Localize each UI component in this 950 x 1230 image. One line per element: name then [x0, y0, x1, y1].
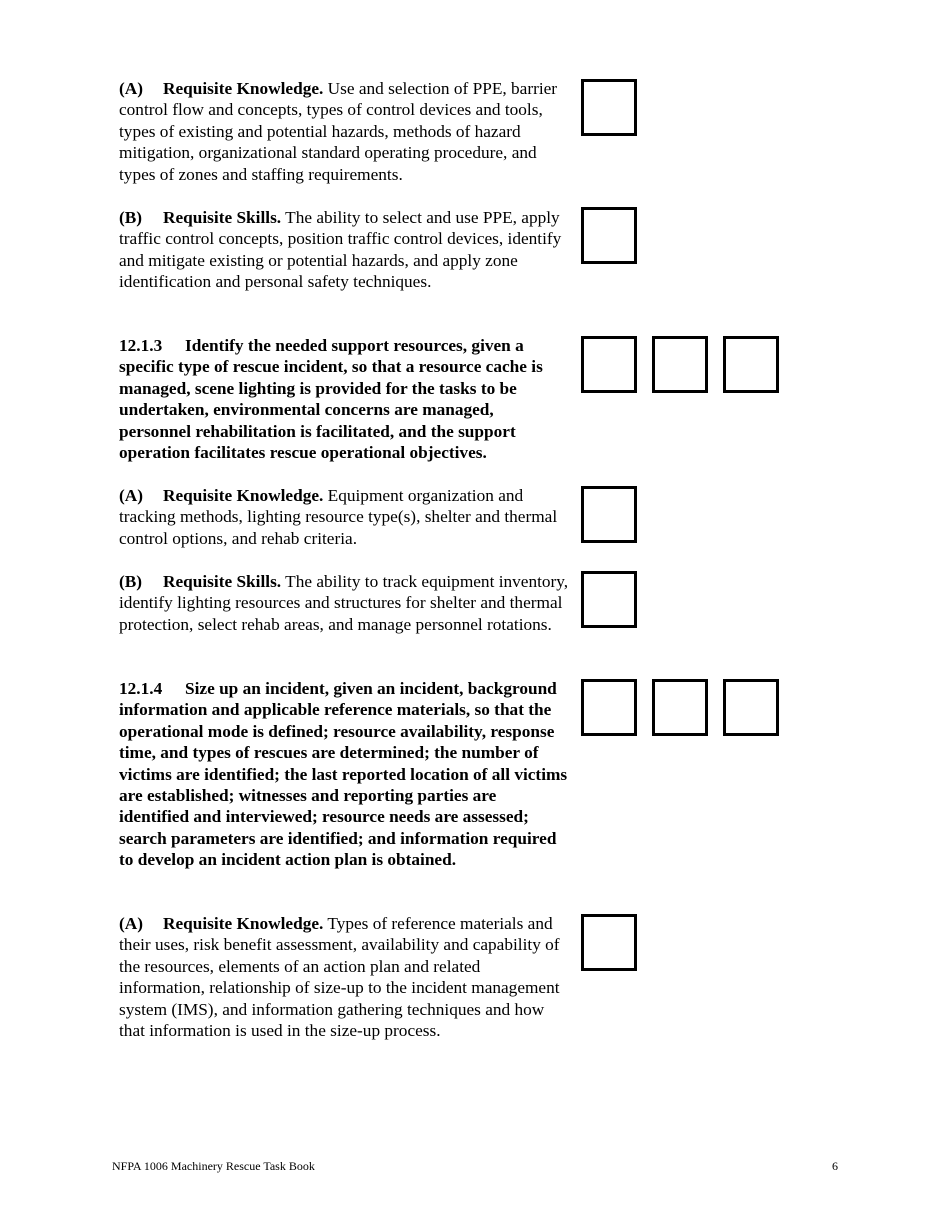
sign-off-checkbox[interactable] — [723, 336, 779, 393]
sign-off-checkbox[interactable] — [652, 679, 708, 736]
sign-off-checkbox[interactable] — [581, 79, 637, 136]
checkbox-group-12-1-4 — [581, 679, 779, 736]
requisite-knowledge-paragraph — [119, 913, 569, 1041]
item-text: Equipment organization and tracking methods, lighting resource type(s), shelter and thermal control options, and rehab criteria. — [119, 486, 558, 548]
sign-off-checkbox[interactable] — [581, 336, 637, 393]
requisite-knowledge-a1 — [119, 78, 569, 185]
item-label: Requisite Skills. — [163, 208, 282, 227]
requisite-skills-b1 — [119, 207, 569, 293]
jpr-text: Identify the needed support resources, given a specific type of rescue incident, so that a resource cache is managed, scene lighting is provided for the tasks to be undertaken, environmental concerns are managed, personnel rehabilitation is facilitated, and the support operation facilitates rescue operational objectives. — [119, 336, 543, 463]
requisite-skills-paragraph — [119, 207, 569, 293]
jpr-number: 12.1.3 — [119, 336, 163, 355]
item-text: The ability to track equipment inventory, identify lighting resources and structures for shelter and thermal protection, select rehab areas, and manage personnel rotations. — [119, 572, 569, 634]
item-label: Requisite Skills. — [163, 572, 282, 591]
checkbox-group-12-1-3 — [581, 336, 779, 393]
requisite-knowledge-paragraph — [119, 485, 569, 549]
jpr-paragraph — [119, 678, 569, 871]
jpr-paragraph — [119, 335, 569, 463]
sign-off-checkbox[interactable] — [581, 486, 637, 543]
item-letter: (A) — [119, 914, 143, 933]
footer-title: NFPA 1006 Machinery Rescue Task Book — [112, 1159, 315, 1173]
requisite-skills-b2 — [119, 571, 569, 635]
sign-off-checkbox[interactable] — [581, 207, 637, 264]
checkbox-group-a3 — [581, 914, 637, 971]
page-number: 6 — [832, 1159, 838, 1173]
item-label: Requisite Knowledge. — [163, 79, 324, 98]
checkbox-group-b2 — [581, 571, 637, 628]
item-text: The ability to select and use PPE, apply traffic control concepts, position traffic control devices, identify and mitigate existing or potential hazards, and apply zone identification and personal safety techniques. — [119, 208, 562, 292]
item-letter: (B) — [119, 208, 143, 227]
item-letter: (B) — [119, 572, 143, 591]
item-letter: (A) — [119, 79, 143, 98]
requisite-knowledge-paragraph — [119, 78, 569, 185]
requisite-skills-paragraph — [119, 571, 569, 635]
jpr-12-1-4 — [119, 678, 569, 871]
sign-off-checkbox[interactable] — [581, 914, 637, 971]
jpr-12-1-3 — [119, 335, 569, 463]
sign-off-checkbox[interactable] — [652, 336, 708, 393]
jpr-text: Size up an incident, given an incident, background information and applicable reference materials, so that the operational mode is defined; resource availability, response time, and types of rescues are determined; the number of victims are identified; the last reported location of all victims are established; witnesses and reporting parties are identified and interviewed; resource needs are assessed; search parameters are identified; and information required to develop an incident action plan is obtained. — [119, 679, 568, 870]
item-text: Use and selection of PPE, barrier control flow and concepts, types of control devices and tools, types of existing and potential hazards, methods of hazard mitigation, organizational standard operating procedure, and types of zones and staffing requirements. — [119, 79, 558, 184]
item-text: Types of reference materials and their uses, risk benefit assessment, availability and capability of the resources, elements of an action plan and related information, relationship of size-up to the incident management system (IMS), and information gathering techniques and how that information is used in the size-up process. — [119, 914, 560, 1041]
checkbox-group-a1 — [581, 79, 637, 136]
item-label: Requisite Knowledge. — [163, 914, 324, 933]
checkbox-group-a2 — [581, 486, 637, 543]
item-label: Requisite Knowledge. — [163, 486, 324, 505]
sign-off-checkbox[interactable] — [581, 571, 637, 628]
requisite-knowledge-a2 — [119, 485, 569, 549]
item-letter: (A) — [119, 486, 143, 505]
sign-off-checkbox[interactable] — [581, 679, 637, 736]
requisite-knowledge-a3 — [119, 913, 569, 1041]
sign-off-checkbox[interactable] — [723, 679, 779, 736]
jpr-number: 12.1.4 — [119, 679, 163, 698]
checkbox-group-b1 — [581, 207, 637, 264]
